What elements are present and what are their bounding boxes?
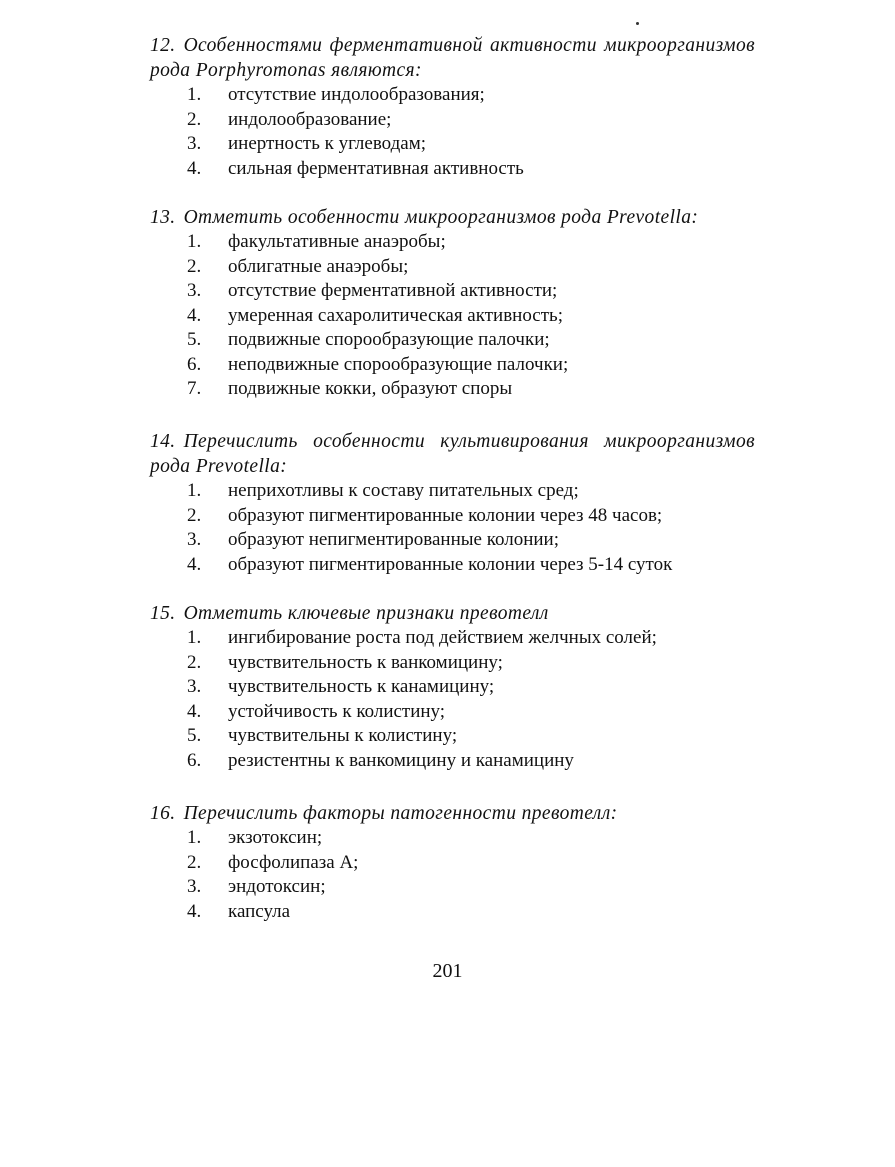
answer-option: [187, 651, 755, 676]
question-number: 13.: [150, 207, 176, 228]
question-number: 14.: [150, 431, 176, 452]
option-text: капсула: [228, 900, 291, 922]
option-number: 4.: [187, 304, 202, 326]
option-text: образуют пигментированные колонии через 48 часов;: [228, 504, 663, 526]
option-number: 2.: [187, 651, 202, 673]
answer-list: [150, 230, 755, 402]
option-text: неприхотливы к составу питательных сред;: [228, 480, 579, 501]
option-text: ингибирование роста под действием желчных солей;: [228, 627, 657, 648]
option-number: 3.: [187, 676, 202, 697]
answer-option: [187, 504, 755, 529]
answer-option: [187, 279, 755, 304]
answer-list: [150, 83, 755, 181]
answer-option: [187, 230, 755, 255]
answer-option: [187, 353, 755, 378]
question-title: [150, 205, 755, 230]
option-number: 4.: [187, 553, 202, 575]
answer-option: [187, 826, 755, 851]
question-text: Отметить особенности микроорганизмов рода Prevotella:: [183, 207, 699, 228]
option-text: образуют непигментированные колонии;: [228, 529, 559, 550]
option-text: неподвижные спорообразующие палочки;: [228, 353, 569, 375]
answer-list: [150, 826, 755, 924]
question-number: 16.: [150, 803, 176, 824]
option-text: устойчивость к колистину;: [228, 700, 446, 722]
answer-option: [187, 875, 755, 900]
question-title: [150, 801, 755, 826]
question-text: Отметить ключевые признаки превотелл: [183, 603, 549, 624]
option-text: образуют пигментированные колонии через 5-14 суток: [228, 553, 673, 575]
option-text: фосфолипаза А;: [228, 851, 359, 873]
answer-option: [187, 626, 755, 651]
question-text: Особенностями ферментативной активности микроорганизмов рода Porphyromonas являются:: [150, 35, 755, 81]
question-number: 12.: [150, 35, 176, 56]
answer-option: [187, 900, 755, 925]
answer-option: [187, 255, 755, 280]
option-text: умеренная сахаролитическая активность;: [228, 304, 563, 326]
option-number: 2.: [187, 255, 202, 277]
option-text: отсутствие индолообразования;: [228, 84, 485, 105]
answer-option: [187, 83, 755, 108]
option-number: 3.: [187, 529, 202, 550]
option-number: 1.: [187, 480, 202, 501]
option-text: эндотоксин;: [228, 876, 326, 897]
option-number: 7.: [187, 378, 202, 399]
option-text: подвижные кокки, образуют споры: [228, 378, 513, 399]
option-text: факультативные анаэробы;: [228, 231, 446, 252]
option-text: облигатные анаэробы;: [228, 255, 409, 277]
question-15: [150, 601, 755, 773]
option-number: 3.: [187, 280, 202, 301]
option-number: 2.: [187, 108, 202, 130]
question-title: [150, 429, 755, 479]
answer-option: [187, 304, 755, 329]
answer-option: [187, 328, 755, 353]
option-text: сильная ферментативная активность: [228, 157, 524, 179]
question-text: Перечислить факторы патогенности превотелл:: [183, 803, 618, 824]
answer-option: [187, 528, 755, 553]
question-title: [150, 601, 755, 626]
answer-option: [187, 675, 755, 700]
answer-option: [187, 724, 755, 749]
answer-option: [187, 157, 755, 182]
option-text: чувствительность к ванкомицину;: [228, 651, 503, 673]
option-text: экзотоксин;: [228, 827, 323, 848]
option-text: индолообразование;: [228, 108, 392, 130]
question-title: [150, 33, 755, 83]
option-number: 3.: [187, 133, 202, 154]
page-number: 201: [432, 960, 463, 982]
option-text: резистентны к ванкомицину и канамицину: [228, 749, 574, 771]
answer-option: [187, 479, 755, 504]
answer-option: [187, 700, 755, 725]
answer-option: [187, 132, 755, 157]
option-text: инертность к углеводам;: [228, 133, 427, 154]
option-number: 6.: [187, 749, 202, 771]
option-number: 2.: [187, 504, 202, 526]
answer-option: [187, 377, 755, 402]
option-number: 3.: [187, 876, 202, 897]
question-14: [150, 429, 755, 577]
option-text: отсутствие ферментативной активности;: [228, 280, 558, 301]
question-12: [150, 33, 755, 181]
option-text: чувствительность к канамицину;: [228, 676, 495, 697]
option-number: 1.: [187, 827, 202, 848]
option-number: 4.: [187, 900, 202, 922]
answer-list: [150, 626, 755, 773]
option-number: 2.: [187, 851, 202, 873]
question-16: [150, 801, 755, 924]
option-number: 5.: [187, 329, 202, 350]
option-number: 1.: [187, 84, 202, 105]
option-text: подвижные спорообразующие палочки;: [228, 329, 550, 350]
option-number: 6.: [187, 353, 202, 375]
option-number: 5.: [187, 725, 202, 746]
option-number: 1.: [187, 627, 202, 648]
answer-option: [187, 749, 755, 774]
answer-option: [187, 851, 755, 876]
scan-speck: [636, 22, 639, 25]
answer-option: [187, 108, 755, 133]
question-number: 15.: [150, 603, 176, 624]
answer-list: [150, 479, 755, 577]
option-number: 4.: [187, 157, 202, 179]
option-number: 1.: [187, 231, 202, 252]
option-text: чувствительны к колистину;: [228, 725, 458, 746]
answer-option: [187, 553, 755, 578]
question-13: [150, 205, 755, 402]
option-number: 4.: [187, 700, 202, 722]
question-text: Перечислить особенности культивирования микроорганизмов рода Prevotella:: [150, 431, 755, 477]
